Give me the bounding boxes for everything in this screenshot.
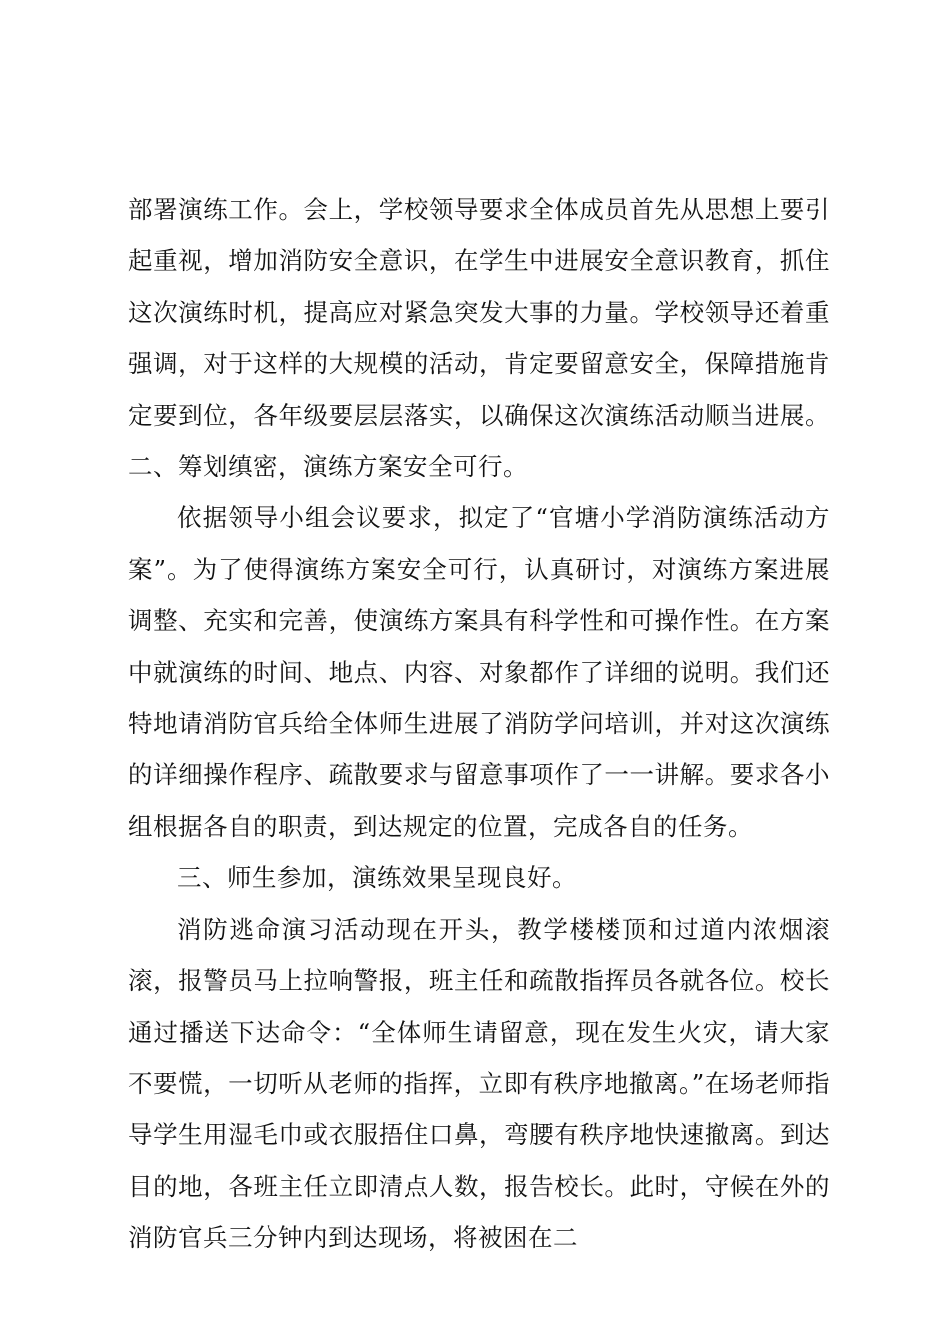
document-body <box>128 184 830 1264</box>
paragraph-evacuation-drill: 消防逃命演习活动现在开头，教学楼楼顶和过道内浓烟滚滚，报警员马上拉响警报，班主任和疏散指挥员各就各位。校长通过播送下达命令：“全体师生请留意，现在发生火灾，请大家不要慌，一切听从老师的指挥，立即有秩序地撤离。”在场老师指导学生用湿毛巾或衣服捂住口鼻，弯腰有秩序地快速撤离。到达目的地，各班主任立即清点人数，报告校长。此时，守候在外的消防官兵三分钟内到达现场，将被困在二 <box>128 914 830 1253</box>
paragraph-drill-deployment: 部署演练工作。会上，学校领导要求全体成员首先从思想上要引起重视，增加消防安全意识，在学生中进展安全意识教育，抓住这次演练时机，提高应对紧急突发大事的力量。学校领导还着重强调，对于这样的大规模的活动，肯定要留意安全，保障措施肯定要到位，各年级要层层落实，以确保这次演练活动顺当进展。二、筹划缜密，演练方案安全可行。 <box>128 195 830 482</box>
paragraph-drill-plan: 依据领导小组会议要求，拟定了“官塘小学消防演练活动方案”。为了使得演练方案安全可行，认真研讨，对演练方案进展调整、充实和完善，使演练方案具有科学性和可操作性。在方案中就演练的时间、地点、内容、对象都作了详细的说明。我们还特地请消防官兵给全体师生进展了消防学问培训，并对这次演练的详细操作程序、疏散要求与留意事项作了一一讲解。要求各小组根据各自的职责，到达规定的位置，完成各自的任务。 <box>128 503 830 841</box>
section-heading-participation: 三、师生参加，演练效果呈现良好。 <box>177 863 577 893</box>
